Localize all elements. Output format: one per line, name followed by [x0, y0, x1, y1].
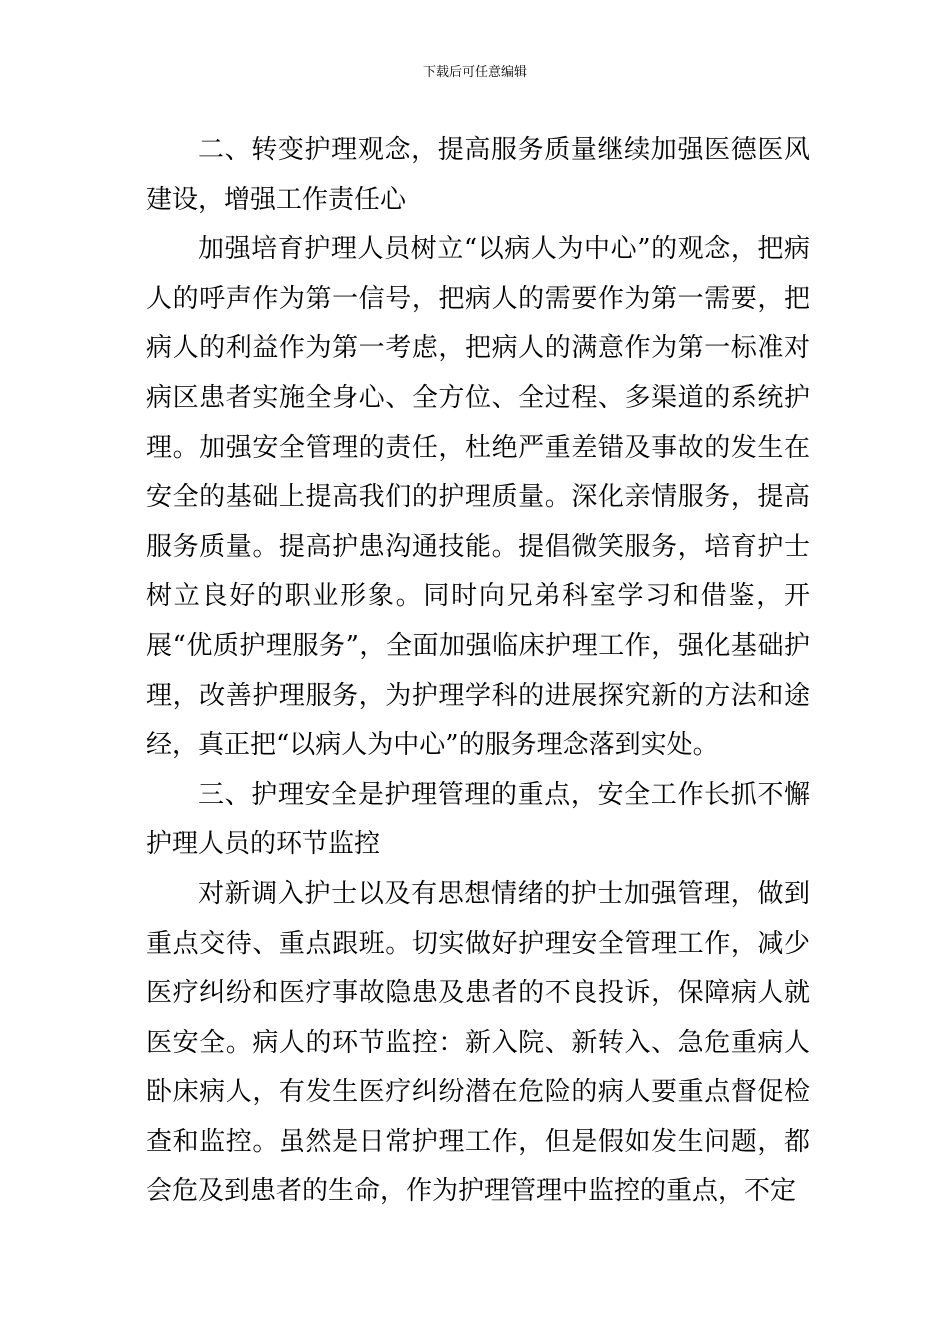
document-body — [146, 126, 810, 1217]
header-note: 下载后可任意编辑 — [422, 65, 527, 80]
paragraph-patient-centered: 加强培育护理人员树立“以病人为中心”的观念，把病人的呼声作为第一信号，把病人的需要作为第一需要，把病人的利益作为第一考虑，把病人的满意作为第一标准对病区患者实施全身心、全方位、全过程、多渠道的系统护理。加强安全管理的责任，杜绝严重差错及事故的发生在安全的基础上提高我们的护理质量。深化亲情服务，提高服务质量。提高护患沟通技能。提倡微笑服务，培育护士树立良好的职业形象。同时向兄弟科室学习和借鉴，开展“优质护理服务”，全面加强临床护理工作，强化基础护理，改善护理服务，为护理学科的进展探究新的方法和途经，真正把“以病人为中心”的服务理念落到实处。 — [146, 234, 810, 761]
section-heading-three: 三、护理安全是护理管理的重点，安全工作长抓不懈护理人员的环节监控 — [146, 779, 810, 860]
paragraph-safety-monitoring: 对新调入护士以及有思想情绪的护士加强管理，做到重点交待、重点跟班。切实做好护理安全管理工作，减少医疗纠纷和医疗事故隐患及患者的不良投诉，保障病人就医安全。病人的环节监控：新入院、新转入、急危重病人卧床病人，有发生医疗纠纷潜在危险的病人要重点督促检查和监控。虽然是日常护理工作，但是假如发生问题，都会危及到患者的生命，作为护理管理中监控的重点，不定 — [146, 878, 810, 1207]
section-heading-two: 二、转变护理观念，提高服务质量继续加强医德医风建设，增强工作责任心 — [146, 135, 810, 215]
